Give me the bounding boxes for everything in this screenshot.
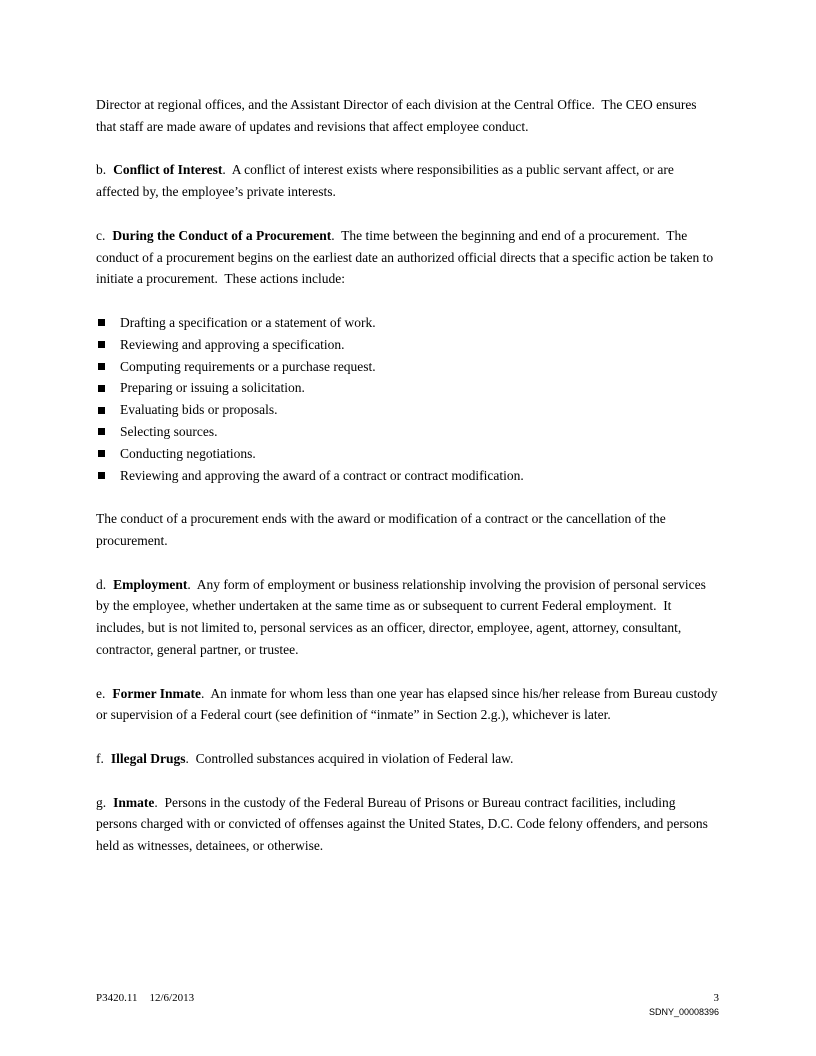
document-identifier <box>96 992 194 1005</box>
definition-illegal-drugs <box>96 748 719 770</box>
definition-employment <box>96 574 719 661</box>
definition-term: Former Inmate <box>112 685 201 701</box>
page-body <box>96 94 719 879</box>
bates-number: SDNY_00008396 <box>648 1007 719 1017</box>
definition-term: During the Conduct of a Procurement <box>112 227 332 243</box>
bullet-square-icon <box>98 472 105 479</box>
definition-letter: d. <box>96 576 107 592</box>
definition-body: . A conflict of interest exists where responsibilities as a public servant affect, or are affected by, the employee’s private interests. <box>96 162 678 200</box>
intro-paragraph: Director at regional offices, and the Assistant Director of each division at the Central Office. The CEO ensures that staff are made aware of updates and revisions that affect employee conduct. <box>96 97 700 134</box>
document-date: 12/6/2013 <box>149 992 195 1004</box>
definition-letter: f. <box>96 750 104 766</box>
definition-term: Inmate <box>113 794 155 810</box>
list-item <box>96 465 719 487</box>
definition-conflict-of-interest <box>96 159 719 203</box>
definition-letter: e. <box>96 685 106 701</box>
bullet-square-icon <box>98 341 105 348</box>
definition-term: Conflict of Interest <box>113 162 223 178</box>
list-item-text: Preparing or issuing a solicitation. <box>120 380 305 396</box>
list-item-text: Computing requirements or a purchase request. <box>120 358 376 374</box>
definition-inmate <box>96 792 719 857</box>
page-footer <box>96 992 719 1018</box>
list-item-text: Drafting a specification or a statement of work. <box>120 314 376 330</box>
definition-body: . Controlled substances acquired in violation of Federal law. <box>185 750 514 766</box>
definition-letter: c. <box>96 227 106 243</box>
list-item-text: Selecting sources. <box>120 423 218 439</box>
definition-letter: b. <box>96 162 107 178</box>
bullet-square-icon <box>98 385 105 392</box>
definition-body: . Any form of employment or business relationship involving the provision of personal services by the employee, whether undertaken at the same time as or subsequent to current Federal employment. It includes, but is not limited to, personal services as an officer, director, employee, agent, attorney, consultant, contractor, general partner, or trustee. <box>96 576 710 657</box>
bullet-square-icon <box>98 319 105 326</box>
list-item-text: Conducting negotiations. <box>120 445 256 461</box>
list-item <box>96 334 719 356</box>
list-item <box>96 377 719 399</box>
conduct-end-paragraph: The conduct of a procurement ends with the award or modification of a contract or the cancellation of the procurement. <box>96 511 670 548</box>
bullet-square-icon <box>98 450 105 457</box>
definition-letter: g. <box>96 794 107 810</box>
definition-body: . Persons in the custody of the Federal Bureau of Prisons or Bureau contract facilities, including persons charged with or convicted of offenses against the United States, D.C. Code felony offenders, and persons held as witnesses, detainees, or otherwise. <box>96 794 712 854</box>
list-item-text: Reviewing and approving the award of a contract or contract modification. <box>120 467 524 483</box>
definition-body: . An inmate for whom less than one year has elapsed since his/her release from Bureau custody or supervision of a Federal court (see definition of “inmate” in Section 2.g.), whichever is later. <box>96 685 721 723</box>
bullet-square-icon <box>98 363 105 370</box>
bullet-square-icon <box>98 407 105 414</box>
list-item <box>96 399 719 421</box>
definition-term: Employment <box>113 576 188 592</box>
list-item <box>96 312 719 334</box>
definition-during-conduct-of-procurement <box>96 225 719 290</box>
bullet-square-icon <box>98 428 105 435</box>
definition-former-inmate <box>96 683 719 727</box>
footer-line <box>96 992 719 1005</box>
list-item <box>96 443 719 465</box>
document-number: P3420.11 <box>96 992 138 1004</box>
definition-term: Illegal Drugs <box>110 750 186 766</box>
list-item <box>96 421 719 443</box>
list-item <box>96 356 719 378</box>
page-number: 3 <box>713 992 719 1004</box>
list-item-text: Evaluating bids or proposals. <box>120 402 278 418</box>
list-item-text: Reviewing and approving a specification. <box>120 336 345 352</box>
procurement-actions-list <box>96 312 719 486</box>
definition-body: . The time between the beginning and end of a procurement. The conduct of a procurement begins on the earliest date an authorized official directs that a specific action be taken to initiate a procurement. These actions include: <box>96 227 717 287</box>
